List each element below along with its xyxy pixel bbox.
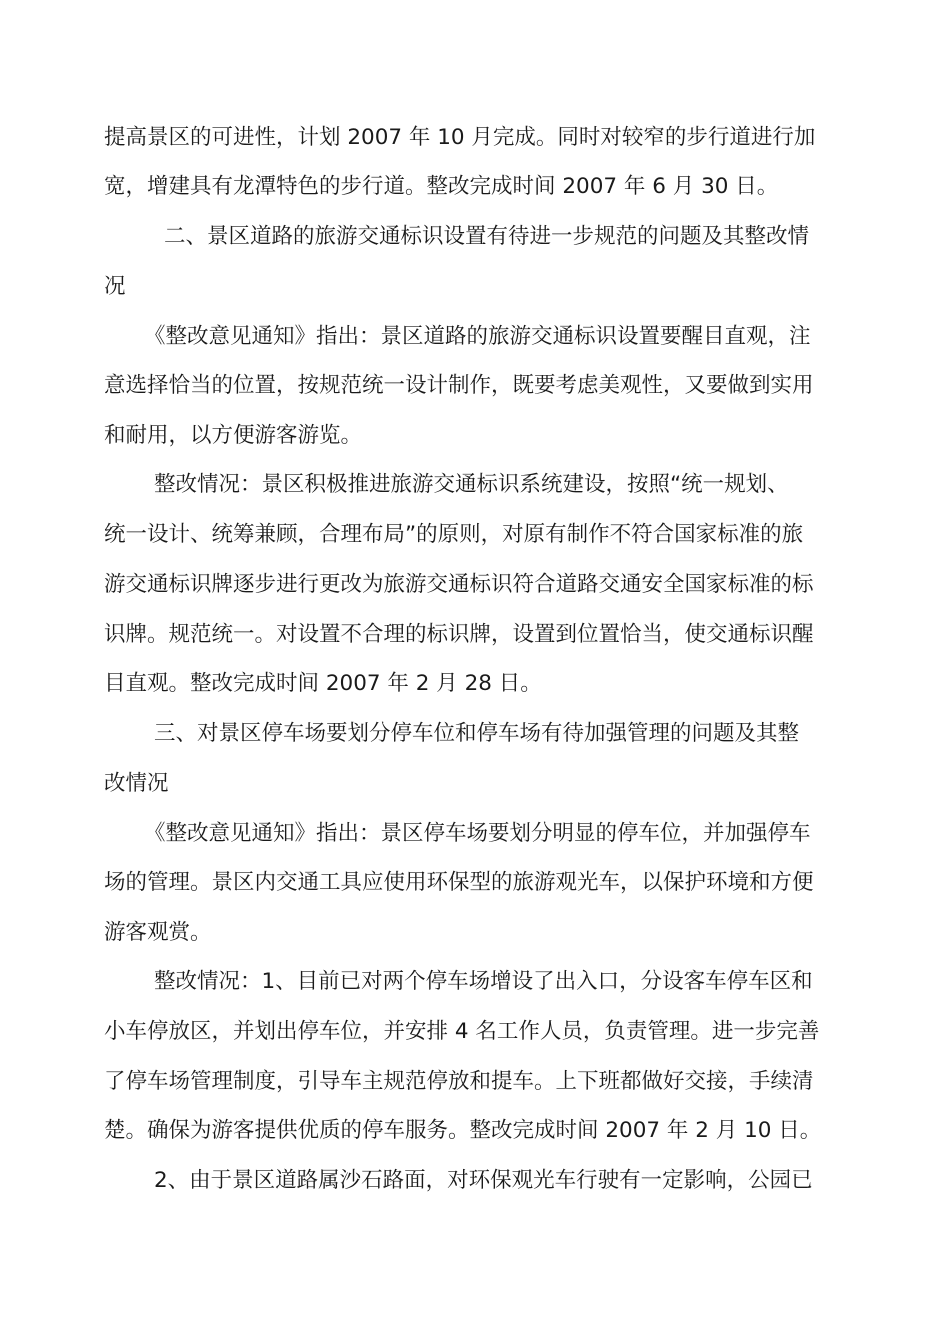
text-line-1: 提高景区的可进性，计划 2007 年 10 月完成。同时对较窄的步行道进行加 (104, 125, 816, 150)
text-line-5: 《整改意见通知》指出：景区道路的旅游交通标识设置要醒目直观，注 (144, 324, 811, 349)
text-line-2: 宽，增建具有龙潭特色的步行道。整改完成时间 2007 年 6 月 30 日。 (104, 174, 779, 199)
text-line-18: 整改情况：1、目前已对两个停车场增设了出入口，分设客车停车区和 (154, 969, 813, 994)
text-line-7: 和耐用，以方便游客游览。 (104, 423, 363, 448)
section-heading-2-continued: 况 (104, 274, 126, 299)
text-line-15: 《整改意见通知》指出：景区停车场要划分明显的停车位，并加强停车 (144, 821, 811, 846)
text-line-11: 识牌。规范统一。对设置不合理的标识牌，设置到位置恰当，使交通标识醒 (104, 622, 814, 647)
text-line-9: 统一设计、统筹兼顾，合理布局”的原则，对原有制作不符合国家标准的旅 (104, 522, 804, 547)
section-heading-2: 二、景区道路的旅游交通标识设置有待进一步规范的问题及其整改情 (164, 224, 810, 249)
text-line-16: 场的管理。景区内交通工具应使用环保型的旅游观光车，以保护环境和方便 (104, 870, 814, 895)
text-line-20: 了停车场管理制度，引导车主规范停放和提车。上下班都做好交接，手续清 (104, 1069, 814, 1094)
text-line-19: 小车停放区，并划出停车位，并安排 4 名工作人员，负责管理。进一步完善 (104, 1019, 820, 1044)
text-line-22: 2、由于景区道路属沙石路面，对环保观光车行驶有一定影响，公园已 (154, 1168, 813, 1193)
text-line-10: 游交通标识牌逐步进行更改为旅游交通标识符合道路交通安全国家标准的标 (104, 572, 814, 597)
section-heading-3-continued: 改情况 (104, 771, 169, 796)
text-line-17: 游客观赏。 (104, 920, 212, 945)
text-line-12: 目直观。整改完成时间 2007 年 2 月 28 日。 (104, 671, 542, 696)
text-line-8: 整改情况：景区积极推进旅游交通标识系统建设，按照“统一规划、 (154, 472, 789, 497)
text-line-6: 意选择恰当的位置，按规范统一设计制作，既要考虑美观性，又要做到实用 (104, 373, 814, 398)
text-line-21: 楚。确保为游客提供优质的停车服务。整改完成时间 2007 年 2 月 10 日。 (104, 1118, 822, 1143)
section-heading-3: 三、对景区停车场要划分停车位和停车场有待加强管理的问题及其整 (154, 721, 800, 746)
